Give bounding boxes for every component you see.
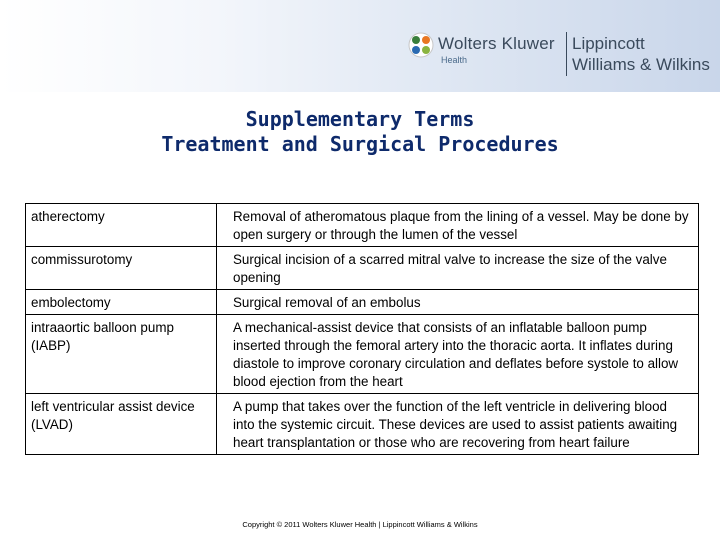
logo-partner-line1: Lippincott (572, 34, 645, 53)
publisher-logo (406, 30, 716, 78)
logo-divider (566, 32, 567, 76)
term-cell: left ventricular assist device (LVAD) (26, 394, 217, 455)
logo-division-text: Health (441, 55, 468, 65)
logo-brand-text: Wolters Kluwer (438, 34, 555, 53)
copyright-footer: Copyright © 2011 Wolters Kluwer Health | Lippincott Williams & Wilkins (242, 520, 478, 529)
slide-title-line2: Treatment and Surgical Procedures (161, 132, 559, 156)
globe-logo-icon (408, 32, 434, 58)
term-cell: embolectomy (26, 290, 217, 315)
definition-cell: Surgical incision of a scarred mitral valve to increase the size of the valve opening (217, 247, 699, 290)
slide-title-line1: Supplementary Terms (245, 107, 475, 131)
table-row (26, 290, 699, 315)
logo-partner-line2: Williams & Wilkins (572, 55, 710, 74)
term-cell: commissurotomy (26, 247, 217, 290)
definition-cell: Surgical removal of an embolus (217, 290, 699, 315)
definition-cell: A mechanical-assist device that consists of an inflatable balloon pump inserted through the femoral artery into the thoracic aorta. It inflates during diastole to improve coronary circulation and deflates before systole to allow blood ejection from the heart (217, 315, 699, 394)
term-cell: intraaortic balloon pump (IABP) (26, 315, 217, 394)
table-row (26, 394, 699, 455)
term-cell: atherectomy (26, 204, 217, 247)
table-row (26, 204, 699, 247)
terms-table (25, 203, 699, 455)
table-row (26, 247, 699, 290)
definition-cell: A pump that takes over the function of the left ventricle in delivering blood into the systemic circuit. These devices are used to assist patients awaiting heart transplantation or those who are recovering from heart failure (217, 394, 699, 455)
table-row (26, 315, 699, 394)
definition-cell: Removal of atheromatous plaque from the lining of a vessel. May be done by open surgery or through the lumen of the vessel (217, 204, 699, 247)
